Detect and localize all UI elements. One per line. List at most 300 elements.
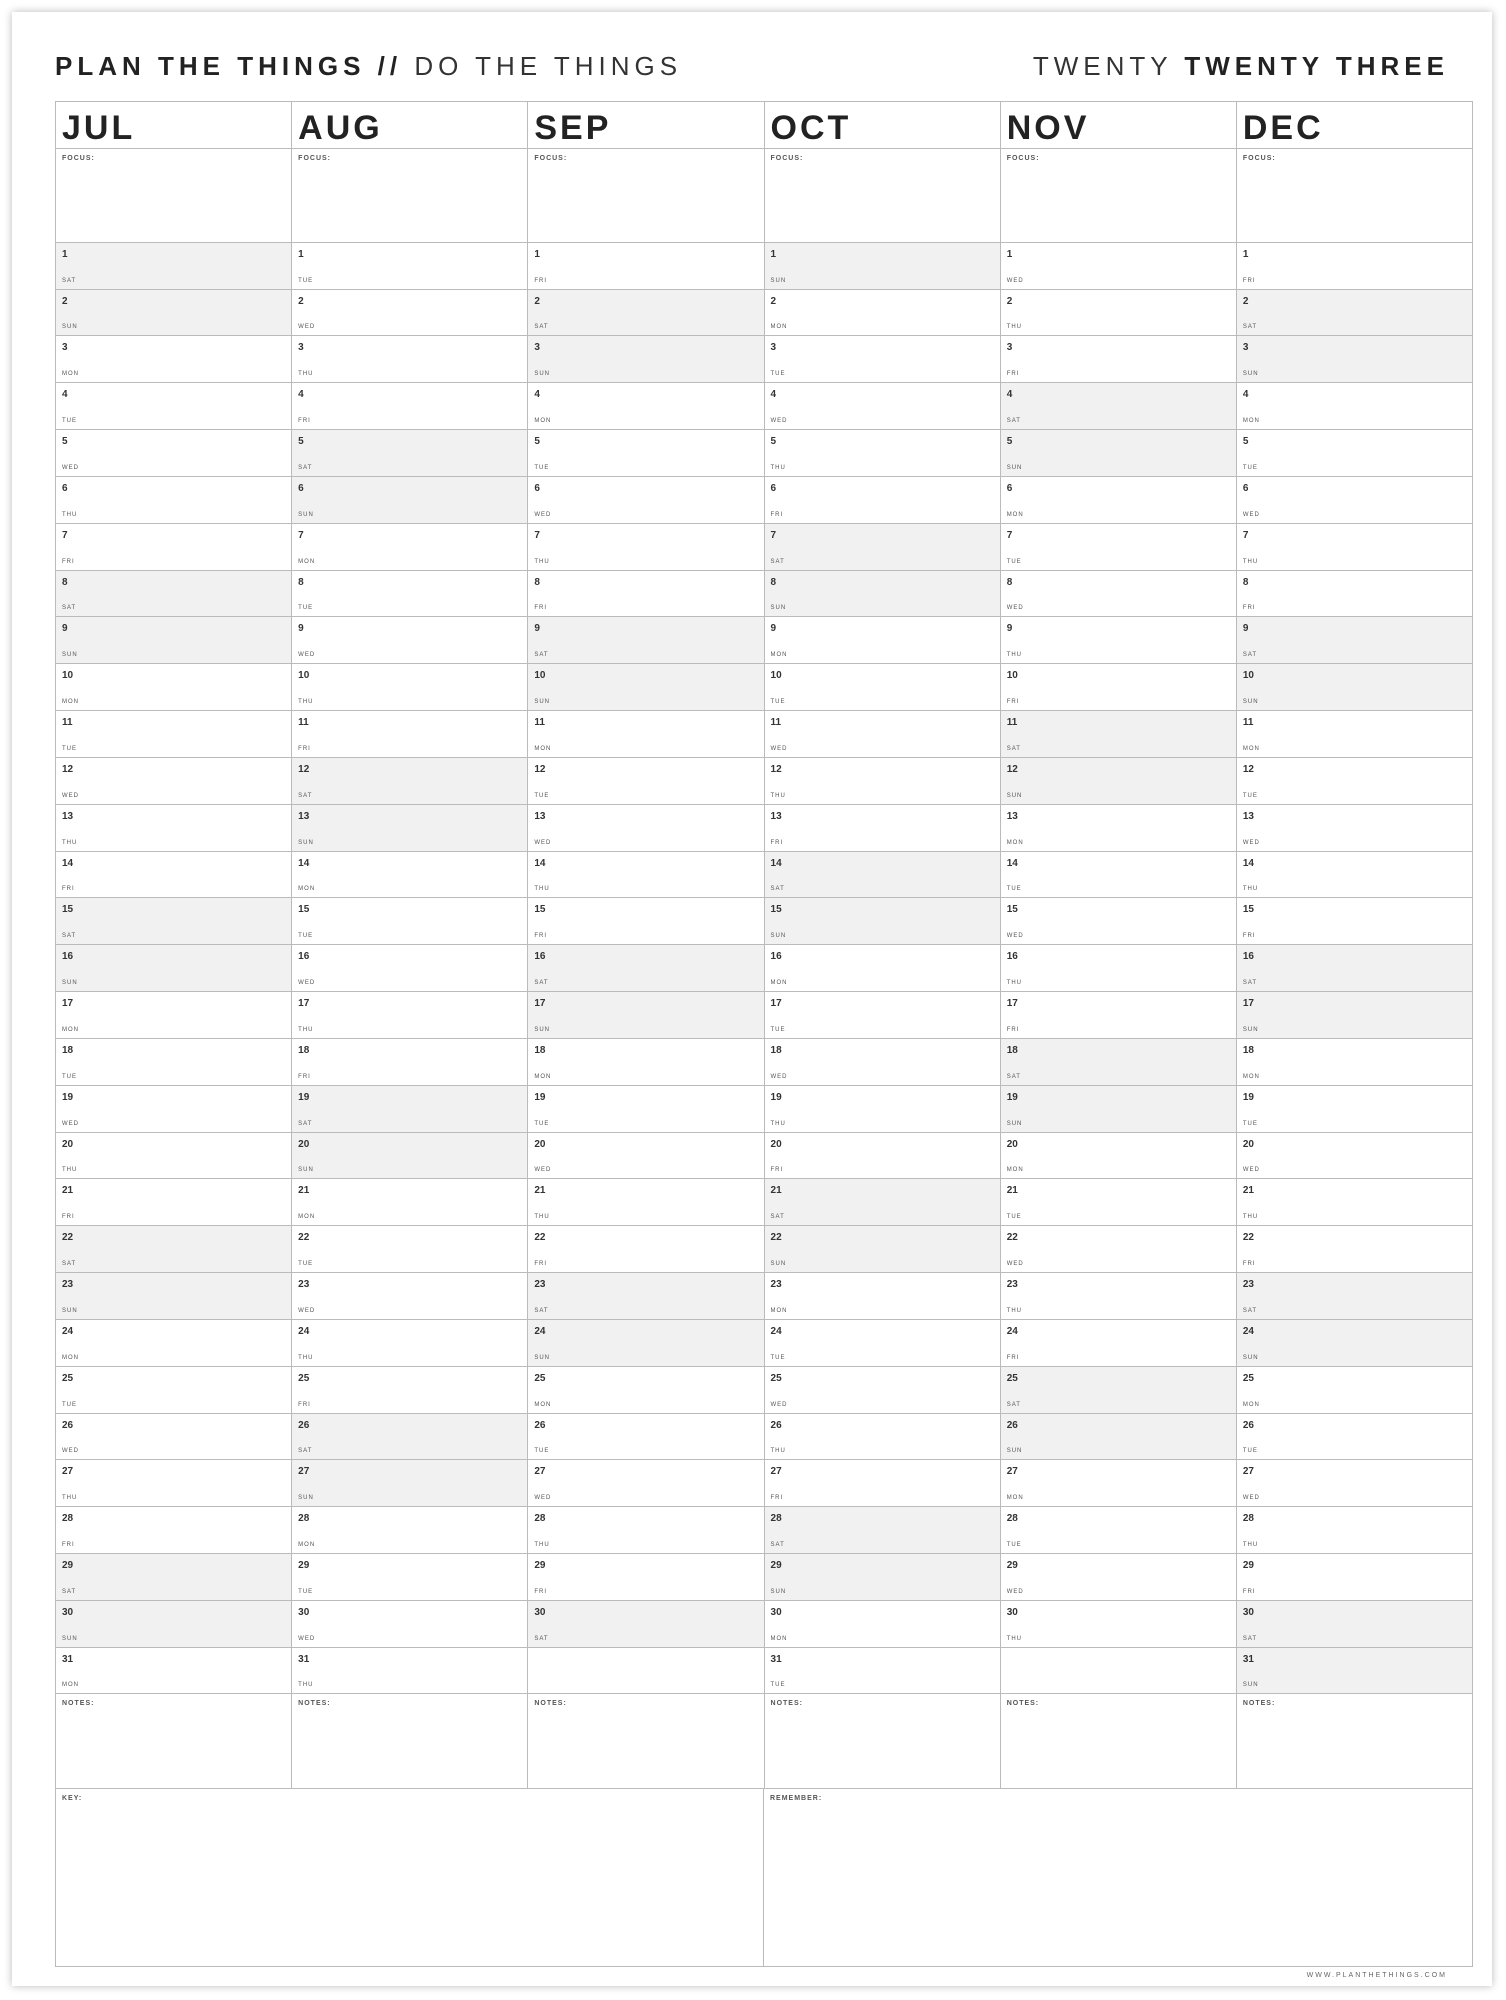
day-cell[interactable]: [528, 1414, 763, 1461]
day-cell[interactable]: [292, 1226, 527, 1273]
day-cell[interactable]: [1001, 898, 1236, 945]
day-cell[interactable]: [1001, 1414, 1236, 1461]
day-number: 9: [62, 623, 68, 635]
day-cell[interactable]: [1237, 1460, 1472, 1507]
day-cell[interactable]: [528, 477, 763, 524]
day-of-week: THU: [1242, 1542, 1259, 1548]
day-cell[interactable]: [56, 1320, 291, 1367]
day-of-week: TUE: [1006, 886, 1022, 893]
day-cell[interactable]: [292, 243, 527, 290]
day-of-week: THU: [1242, 1214, 1259, 1221]
day-cell[interactable]: [1001, 1460, 1236, 1507]
day-cell[interactable]: [528, 852, 763, 899]
key-box[interactable]: [56, 1789, 764, 1966]
day-number: 3: [1006, 342, 1013, 354]
focus-box[interactable]: [56, 149, 291, 243]
day-number: 2: [770, 295, 777, 307]
day-cell[interactable]: [1237, 1601, 1472, 1648]
day-cell[interactable]: [1237, 758, 1472, 805]
day-cell[interactable]: [528, 1273, 763, 1320]
day-cell[interactable]: [765, 1273, 1000, 1320]
day-cell[interactable]: [765, 430, 1000, 477]
day-cell[interactable]: [56, 336, 291, 383]
day-cell[interactable]: [292, 805, 527, 852]
day-cell[interactable]: [765, 1460, 1000, 1507]
day-of-week: SUN: [1006, 464, 1023, 471]
day-cell[interactable]: [765, 336, 1000, 383]
day-number: 19: [62, 1091, 74, 1103]
day-cell[interactable]: [765, 758, 1000, 805]
day-cell[interactable]: [765, 1367, 1000, 1414]
day-cell[interactable]: [292, 383, 527, 430]
day-cell[interactable]: [1237, 524, 1472, 571]
day-cell[interactable]: [765, 992, 1000, 1039]
day-cell[interactable]: [528, 571, 763, 618]
day-number: 12: [770, 763, 782, 775]
day-cell[interactable]: [528, 1554, 763, 1601]
day-cell[interactable]: [1001, 290, 1236, 337]
day-number: 20: [298, 1138, 310, 1150]
day-of-week: FRI: [1242, 605, 1256, 612]
empty-day-cell: [1001, 1648, 1236, 1695]
day-cell[interactable]: [765, 1320, 1000, 1367]
day-number: 14: [1242, 857, 1254, 869]
day-cell[interactable]: [528, 1367, 763, 1414]
day-cell[interactable]: [528, 1460, 763, 1507]
day-of-week: SUN: [534, 699, 551, 706]
day-cell[interactable]: [528, 1601, 763, 1648]
day-number: 22: [1242, 1232, 1254, 1244]
notes-box[interactable]: [56, 1694, 291, 1788]
day-cell[interactable]: [292, 1273, 527, 1320]
day-of-week: MON: [62, 1354, 79, 1361]
day-number: 25: [1006, 1372, 1018, 1384]
day-cell[interactable]: [1001, 711, 1236, 758]
day-cell[interactable]: [292, 1133, 527, 1180]
day-cell[interactable]: [765, 1086, 1000, 1133]
day-cell[interactable]: [765, 1179, 1000, 1226]
day-cell[interactable]: [292, 1179, 527, 1226]
month-columns: [56, 102, 1472, 1788]
day-cell[interactable]: [292, 1039, 527, 1086]
day-of-week: THU: [770, 1448, 786, 1455]
day-cell[interactable]: [765, 617, 1000, 664]
day-cell[interactable]: [1237, 1226, 1472, 1273]
day-cell[interactable]: [56, 992, 291, 1039]
day-cell[interactable]: [1237, 1039, 1472, 1086]
day-cell[interactable]: [1001, 664, 1236, 711]
day-cell[interactable]: [56, 243, 291, 290]
day-cell[interactable]: [1001, 1601, 1236, 1648]
day-cell[interactable]: [1237, 290, 1472, 337]
day-cell[interactable]: [1237, 1133, 1472, 1180]
day-cell[interactable]: [56, 290, 291, 337]
day-cell[interactable]: [765, 571, 1000, 618]
day-of-week: THU: [534, 558, 550, 565]
day-cell[interactable]: [292, 1367, 527, 1414]
day-cell[interactable]: [528, 430, 763, 477]
day-cell[interactable]: [292, 758, 527, 805]
day-cell[interactable]: [765, 1648, 1000, 1695]
day-cell[interactable]: [56, 898, 291, 945]
day-of-week: THU: [534, 1542, 550, 1548]
day-cell[interactable]: [56, 1273, 291, 1320]
day-cell[interactable]: [292, 524, 527, 571]
day-cell[interactable]: [292, 1648, 527, 1695]
day-cell[interactable]: [292, 664, 527, 711]
day-cell[interactable]: [1001, 945, 1236, 992]
day-of-week: MON: [770, 652, 788, 659]
day-cell[interactable]: [292, 1086, 527, 1133]
day-cell[interactable]: [56, 1648, 291, 1695]
day-of-week: SUN: [298, 511, 314, 518]
day-cell[interactable]: [528, 945, 763, 992]
day-of-week: TUE: [62, 745, 77, 752]
day-of-week: WED: [1006, 605, 1024, 612]
day-number: 21: [1006, 1185, 1018, 1197]
day-cell[interactable]: [292, 617, 527, 664]
day-cell[interactable]: [292, 336, 527, 383]
day-cell[interactable]: [765, 290, 1000, 337]
notes-box[interactable]: [1237, 1694, 1472, 1788]
day-cell[interactable]: [1237, 336, 1472, 383]
day-cell[interactable]: [56, 664, 291, 711]
day-cell[interactable]: [56, 1367, 291, 1414]
day-cell[interactable]: [1001, 1179, 1236, 1226]
day-cell[interactable]: [292, 1507, 527, 1554]
day-cell[interactable]: [528, 1179, 763, 1226]
focus-box[interactable]: [1237, 149, 1472, 243]
day-cell[interactable]: [528, 1039, 763, 1086]
day-cell[interactable]: [56, 1601, 291, 1648]
day-cell[interactable]: [292, 945, 527, 992]
day-of-week: WED: [770, 1073, 788, 1080]
day-cell[interactable]: [1237, 383, 1472, 430]
day-number: 20: [534, 1138, 546, 1150]
day-cell[interactable]: [1237, 664, 1472, 711]
day-number: 8: [62, 576, 68, 588]
day-cell[interactable]: [528, 758, 763, 805]
day-cell[interactable]: [765, 711, 1000, 758]
day-cell[interactable]: [1237, 243, 1472, 290]
day-of-week: THU: [534, 886, 550, 893]
day-cell[interactable]: [56, 1086, 291, 1133]
day-cell[interactable]: [528, 524, 763, 571]
day-cell[interactable]: [765, 805, 1000, 852]
day-cell[interactable]: [56, 477, 291, 524]
day-cell[interactable]: [765, 1554, 1000, 1601]
focus-box[interactable]: [528, 149, 763, 243]
day-cell[interactable]: [528, 1226, 763, 1273]
day-cell[interactable]: [765, 243, 1000, 290]
day-of-week: TUE: [298, 933, 314, 940]
day-number: 25: [534, 1372, 546, 1384]
day-of-week: TUE: [1006, 558, 1022, 565]
day-cell[interactable]: [56, 1554, 291, 1601]
day-cell[interactable]: [1001, 1554, 1236, 1601]
day-cell[interactable]: [528, 243, 763, 290]
month-column-jul: [56, 102, 292, 1788]
day-of-week: TUE: [1242, 1120, 1258, 1127]
day-cell[interactable]: [292, 992, 527, 1039]
day-number: 6: [534, 482, 540, 494]
day-cell[interactable]: [1237, 1507, 1472, 1554]
day-number: 11: [298, 717, 309, 729]
day-cell[interactable]: [56, 758, 291, 805]
day-number: 18: [298, 1044, 310, 1056]
month-column-nov: [1001, 102, 1237, 1788]
day-cell[interactable]: [1237, 617, 1472, 664]
day-cell[interactable]: [765, 945, 1000, 992]
day-number: 20: [770, 1138, 782, 1150]
day-cell[interactable]: [1237, 1179, 1472, 1226]
day-cell[interactable]: [292, 571, 527, 618]
day-number: 14: [298, 857, 310, 869]
day-cell[interactable]: [1237, 1320, 1472, 1367]
day-cell[interactable]: [1001, 1320, 1236, 1367]
day-cell[interactable]: [528, 898, 763, 945]
day-cell[interactable]: [1001, 1039, 1236, 1086]
day-of-week: WED: [62, 1448, 79, 1455]
day-of-week: FRI: [770, 839, 784, 846]
day-number: 12: [534, 763, 546, 775]
day-number: 1: [62, 248, 68, 260]
day-cell[interactable]: [765, 1414, 1000, 1461]
day-of-week: MON: [534, 1073, 552, 1080]
day-cell[interactable]: [528, 290, 763, 337]
day-number: 22: [1006, 1232, 1018, 1244]
notes-box[interactable]: [528, 1694, 763, 1788]
day-cell[interactable]: [765, 898, 1000, 945]
day-cell[interactable]: [56, 1414, 291, 1461]
focus-box[interactable]: [1001, 149, 1236, 243]
day-number: 7: [62, 529, 68, 541]
day-number: 5: [298, 436, 304, 448]
day-of-week: THU: [1006, 1635, 1023, 1642]
day-cell[interactable]: [292, 1554, 527, 1601]
day-cell[interactable]: [528, 664, 763, 711]
day-of-week: MON: [1242, 1073, 1260, 1080]
day-cell[interactable]: [56, 852, 291, 899]
day-cell[interactable]: [765, 1601, 1000, 1648]
day-of-week: SUN: [1242, 699, 1259, 706]
day-cell[interactable]: [1237, 1086, 1472, 1133]
day-cell[interactable]: [56, 383, 291, 430]
day-of-week: TUE: [770, 699, 786, 706]
day-cell[interactable]: [1001, 383, 1236, 430]
day-cell[interactable]: [1237, 477, 1472, 524]
day-number: 6: [62, 482, 68, 494]
day-of-week: MON: [62, 1026, 79, 1033]
day-cell[interactable]: [1001, 336, 1236, 383]
day-cell[interactable]: [765, 664, 1000, 711]
day-cell[interactable]: [1001, 524, 1236, 571]
day-cell[interactable]: [56, 711, 291, 758]
empty-day-cell: [528, 1648, 763, 1695]
day-cell[interactable]: [528, 805, 763, 852]
day-cell[interactable]: [528, 1507, 763, 1554]
day-cell[interactable]: [1001, 758, 1236, 805]
day-cell[interactable]: [292, 898, 527, 945]
day-number: 23: [1242, 1279, 1254, 1291]
day-cell[interactable]: [1237, 1554, 1472, 1601]
day-cell[interactable]: [528, 1086, 763, 1133]
day-of-week: WED: [534, 1167, 552, 1174]
day-cell[interactable]: [765, 1226, 1000, 1273]
day-cell[interactable]: [765, 383, 1000, 430]
day-number: 12: [62, 763, 74, 775]
day-of-week: THU: [770, 792, 786, 799]
day-cell[interactable]: [1237, 430, 1472, 477]
day-of-week: SAT: [770, 1214, 785, 1221]
day-cell[interactable]: [56, 430, 291, 477]
day-of-week: SUN: [534, 1354, 551, 1361]
notes-box[interactable]: [765, 1694, 1000, 1788]
day-cell[interactable]: [292, 852, 527, 899]
day-cell[interactable]: [528, 1320, 763, 1367]
remember-box[interactable]: [764, 1789, 1472, 1966]
day-cell[interactable]: [1001, 243, 1236, 290]
day-cell[interactable]: [528, 336, 763, 383]
day-cell[interactable]: [1237, 571, 1472, 618]
day-cell[interactable]: [1237, 1648, 1472, 1695]
day-cell[interactable]: [1237, 805, 1472, 852]
day-number: 3: [298, 342, 304, 354]
day-number: 29: [534, 1560, 546, 1571]
day-cell[interactable]: [1237, 1414, 1472, 1461]
day-of-week: FRI: [534, 277, 548, 284]
day-cell[interactable]: [765, 524, 1000, 571]
day-cell[interactable]: [1001, 477, 1236, 524]
day-cell[interactable]: [56, 945, 291, 992]
day-cell[interactable]: [56, 1460, 291, 1507]
day-cell[interactable]: [528, 1133, 763, 1180]
day-number: 11: [1006, 717, 1018, 729]
day-of-week: WED: [1006, 277, 1024, 284]
day-number: 2: [1242, 295, 1249, 307]
day-cell[interactable]: [1001, 1133, 1236, 1180]
day-cell[interactable]: [56, 1226, 291, 1273]
day-cell[interactable]: [292, 1601, 527, 1648]
day-cell[interactable]: [1001, 1273, 1236, 1320]
day-of-week: FRI: [1242, 933, 1256, 940]
day-number: 29: [298, 1560, 310, 1571]
day-cell[interactable]: [528, 992, 763, 1039]
day-cell[interactable]: [765, 477, 1000, 524]
day-of-week: TUE: [62, 418, 77, 425]
notes-label: NOTES:: [298, 1700, 331, 1708]
day-cell[interactable]: [1237, 711, 1472, 758]
day-cell[interactable]: [1001, 617, 1236, 664]
day-cell[interactable]: [1001, 430, 1236, 477]
focus-label: FOCUS:: [1006, 155, 1040, 163]
day-cell[interactable]: [1237, 852, 1472, 899]
day-number: 8: [534, 576, 540, 588]
day-cell[interactable]: [56, 1133, 291, 1180]
day-number: 27: [62, 1466, 74, 1478]
day-cell[interactable]: [1001, 1507, 1236, 1554]
day-cell[interactable]: [1237, 992, 1472, 1039]
day-cell[interactable]: [1237, 1273, 1472, 1320]
day-of-week: FRI: [1006, 371, 1020, 378]
day-of-week: WED: [62, 464, 79, 471]
day-number: 10: [62, 670, 74, 682]
day-of-week: MON: [298, 886, 316, 893]
focus-label: FOCUS:: [62, 155, 95, 163]
day-cell[interactable]: [528, 617, 763, 664]
day-number: 12: [1006, 763, 1018, 775]
day-of-week: MON: [62, 1682, 79, 1689]
day-cell[interactable]: [1237, 898, 1472, 945]
day-of-week: FRI: [534, 1261, 548, 1268]
day-of-week: FRI: [298, 1401, 311, 1408]
day-number: 17: [298, 998, 310, 1010]
day-cell[interactable]: [528, 711, 763, 758]
day-cell[interactable]: [292, 1414, 527, 1461]
day-number: 24: [62, 1325, 74, 1337]
day-cell[interactable]: [765, 1133, 1000, 1180]
day-of-week: MON: [770, 1635, 788, 1642]
day-number: 4: [1242, 389, 1249, 401]
day-cell[interactable]: [56, 1507, 291, 1554]
day-cell[interactable]: [1001, 992, 1236, 1039]
day-of-week: SAT: [770, 1542, 785, 1548]
day-cell[interactable]: [1001, 1086, 1236, 1133]
day-of-week: MON: [1242, 418, 1260, 425]
day-cell[interactable]: [1001, 852, 1236, 899]
day-cell[interactable]: [56, 524, 291, 571]
notes-box[interactable]: [292, 1694, 527, 1788]
day-cell[interactable]: [1237, 1367, 1472, 1414]
day-cell[interactable]: [56, 1039, 291, 1086]
day-cell[interactable]: [56, 617, 291, 664]
day-of-week: SAT: [298, 464, 313, 471]
day-cell[interactable]: [292, 430, 527, 477]
day-cell[interactable]: [56, 805, 291, 852]
day-cell[interactable]: [292, 711, 527, 758]
day-cell[interactable]: [1001, 1367, 1236, 1414]
focus-box[interactable]: [765, 149, 1000, 243]
day-of-week: WED: [62, 792, 79, 799]
day-number: 12: [298, 763, 310, 775]
day-cell[interactable]: [1001, 805, 1236, 852]
focus-box[interactable]: [292, 149, 527, 243]
day-cell[interactable]: [292, 1460, 527, 1507]
year-title-light: TWENTY: [1032, 50, 1173, 81]
day-cell[interactable]: [56, 571, 291, 618]
day-of-week: WED: [770, 418, 788, 425]
day-cell[interactable]: [765, 1039, 1000, 1086]
day-number: 28: [1006, 1513, 1018, 1525]
day-cell[interactable]: [292, 477, 527, 524]
day-cell[interactable]: [1001, 1226, 1236, 1273]
day-cell[interactable]: [1237, 945, 1472, 992]
day-cell[interactable]: [292, 290, 527, 337]
day-of-week: TUE: [1242, 464, 1258, 471]
day-cell[interactable]: [56, 1179, 291, 1226]
notes-box[interactable]: [1001, 1694, 1236, 1788]
day-cell[interactable]: [765, 1507, 1000, 1554]
day-of-week: TUE: [1242, 1448, 1258, 1455]
day-of-week: MON: [534, 745, 552, 752]
day-number: 15: [770, 904, 782, 916]
day-of-week: THU: [298, 1026, 314, 1033]
day-cell[interactable]: [1001, 571, 1236, 618]
tagline: [55, 51, 682, 82]
day-cell[interactable]: [765, 852, 1000, 899]
day-cell[interactable]: [292, 1320, 527, 1367]
day-cell[interactable]: [528, 383, 763, 430]
